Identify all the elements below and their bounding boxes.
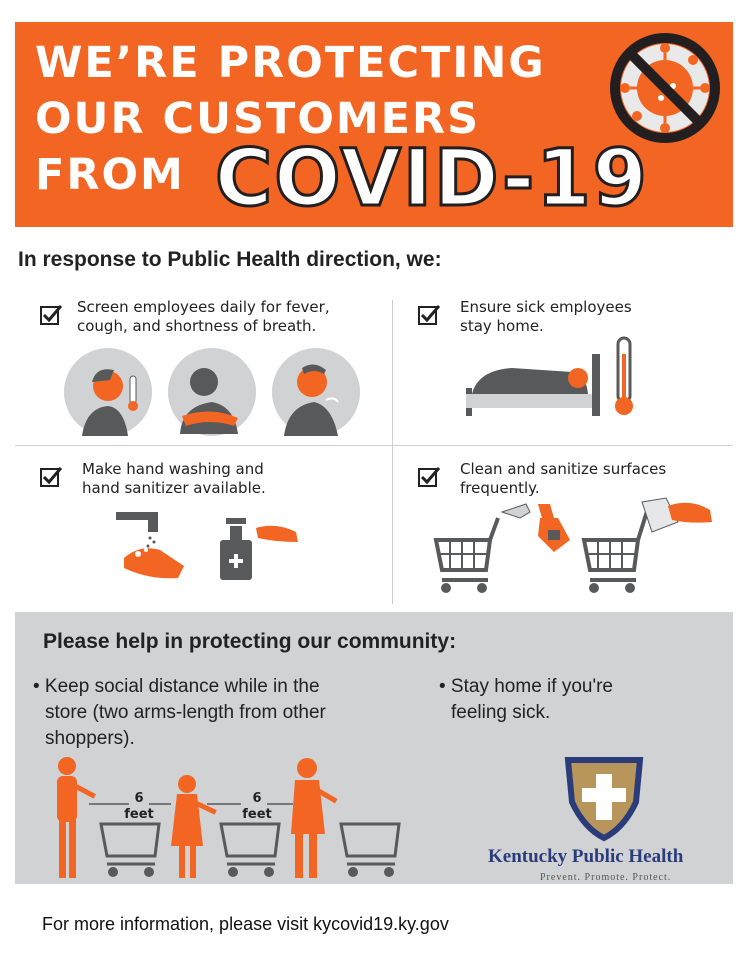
distance-label-2-number: 6 [252, 791, 262, 806]
faucet-icon [116, 512, 158, 548]
no-virus-icon [605, 28, 725, 148]
checkbox-icon [40, 466, 62, 488]
distance-label-2-unit: feet [242, 807, 272, 822]
screening-symptoms-icons [62, 346, 362, 438]
bullet-stay-home: • Stay home if you're feeling sick. [439, 676, 613, 723]
banner-line-3: FROM [35, 150, 185, 200]
wiping-hand-icon [668, 503, 712, 523]
shopper-1-icon [57, 757, 96, 878]
shopper-2-icon [171, 775, 217, 878]
washing-hands-icon [124, 548, 184, 578]
checkbox-icon [418, 304, 440, 326]
sanitizer-bottle-icon [220, 518, 252, 580]
cart-wipe-icon [584, 508, 648, 580]
shopper-3-icon [291, 758, 338, 878]
banner-covid-title: COVID-19 [215, 134, 649, 224]
cart-spray-icon [436, 518, 498, 580]
banner-line-2: OUR CUSTOMERS [35, 94, 481, 144]
hand-wash-sanitizer-icons [110, 506, 310, 586]
item-sick-employees: Ensure sick employees stay home. [460, 298, 632, 335]
fever-person-icon [64, 348, 152, 436]
item-hand-washing: Make hand washing and hand sanitizer available. [82, 460, 266, 497]
community-help-section [15, 612, 733, 884]
social-distance-illustration [45, 754, 425, 884]
logo-tagline: Prevent. Promote. Protect. [540, 872, 672, 883]
bullet-social-distance: • Keep social distance while in the store (two arms-length from other shoppers). [33, 676, 326, 749]
checkbox-icon [40, 304, 62, 326]
banner-line-1: WE’RE PROTECTING [35, 38, 546, 88]
breath-person-icon [272, 348, 360, 436]
grid-divider-vertical [392, 300, 393, 604]
checkbox-icon [418, 466, 440, 488]
help-title: Please help in protecting our community: [43, 630, 457, 653]
spray-bottle-icon [502, 504, 570, 552]
distance-label-1-unit: feet [124, 807, 154, 822]
footer-info-link: For more information, please visit kycovid19.ky.gov [42, 914, 449, 934]
kentucky-public-health-logo [562, 754, 646, 842]
sanitize-carts-icons [430, 496, 720, 598]
logo-name: Kentucky Public Health [488, 846, 684, 867]
item-screen-employees: Screen employees daily for fever, cough, and shortness of breath. [77, 298, 330, 335]
distance-label-1-number: 6 [134, 791, 144, 806]
sick-in-bed-icon [462, 334, 652, 424]
cough-person-icon [168, 348, 256, 436]
grid-divider-horizontal [15, 445, 733, 446]
sanitizer-hand-icon [256, 526, 298, 542]
item-sanitize-surfaces: Clean and sanitize surfaces frequently. [460, 460, 667, 497]
header-banner [15, 22, 733, 227]
intro-heading: In response to Public Health direction, we: [18, 248, 442, 271]
